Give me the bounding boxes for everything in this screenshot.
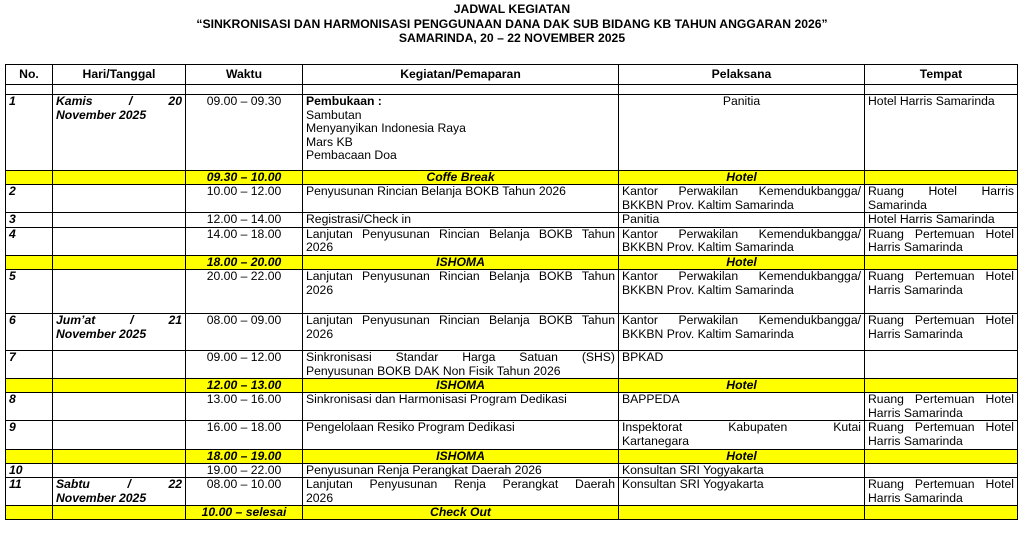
- executor-line: Kartanegara: [622, 433, 690, 448]
- day-month-year: November 2025: [56, 490, 147, 505]
- break-activity: ISHOMA: [303, 255, 619, 269]
- place-cell: Hotel Harris Samarinda: [865, 213, 1018, 228]
- break-time: 18.00 – 19.00: [186, 449, 303, 463]
- day-date: 20: [168, 94, 182, 108]
- place-line: Ruang Pertemuan Hotel: [868, 392, 1014, 407]
- executor-cell: [619, 227, 865, 255]
- break-executor: Hotel: [619, 449, 865, 463]
- day-name: Kamis: [56, 94, 93, 108]
- place-line: Harris Samarinda: [868, 490, 963, 505]
- activity-cell: Pengelolaan Resiko Program Dedikasi: [303, 421, 619, 449]
- day-cell: [53, 95, 186, 171]
- executor-cell: BPKAD: [619, 350, 865, 378]
- break-executor: Hotel: [619, 255, 865, 269]
- spacer-row: [6, 85, 1018, 95]
- activity-line: 2026: [306, 326, 334, 341]
- activity-line: Lanjutan Penyusunan Rincian Belanja BOKB Tahun: [306, 269, 615, 283]
- day-separator: /: [128, 94, 133, 108]
- place-line: Samarinda: [868, 197, 927, 212]
- event-location-date: SAMARINDA, 20 – 22 NOVEMBER 2025: [398, 31, 626, 45]
- row-number: 10: [6, 463, 53, 478]
- break-activity: ISHOMA: [303, 449, 619, 463]
- day-name: Jum’at: [56, 313, 96, 327]
- time-cell: 08.00 – 10.00: [186, 478, 303, 506]
- activity-line: Lanjutan Penyusunan Renja Perangkat Daerah: [306, 477, 615, 492]
- place-line: Ruang Pertemuan Hotel: [868, 269, 1014, 283]
- break-time: 10.00 – selesai: [186, 506, 303, 520]
- day-cell: [53, 478, 186, 506]
- row-number: 2: [6, 185, 53, 213]
- activity-cell: [303, 478, 619, 506]
- place-line: Harris Samarinda: [868, 282, 963, 297]
- document-title: JADWAL KEGIATAN: [453, 2, 571, 16]
- time-cell: 13.00 – 16.00: [186, 393, 303, 421]
- row-number: 7: [6, 350, 53, 378]
- activity-item: Mars KB: [306, 134, 353, 149]
- break-executor: Hotel: [619, 379, 865, 393]
- break-time: 18.00 – 20.00: [186, 255, 303, 269]
- place-cell: [865, 227, 1018, 255]
- table-row: [6, 227, 1018, 255]
- table-row: [6, 313, 1018, 350]
- activity-line: Lanjutan Penyusunan Rincian Belanja BOKB Tahun: [306, 227, 615, 241]
- col-header-executor: Pelaksana: [619, 65, 865, 85]
- activity-line: Sinkronisasi Standar Harga Satuan (SHS): [306, 350, 615, 364]
- activity-cell: Sinkronisasi dan Harmonisasi Program Dedikasi: [303, 393, 619, 421]
- col-header-no: No.: [6, 65, 53, 85]
- col-header-time: Waktu: [186, 65, 303, 85]
- table-row: [6, 478, 1018, 506]
- activity-cell: [303, 95, 619, 171]
- place-line: Ruang Pertemuan Hotel: [868, 477, 1014, 492]
- executor-cell: Panitia: [619, 95, 865, 171]
- executor-cell: [619, 185, 865, 213]
- row-number: 4: [6, 227, 53, 255]
- time-cell: 20.00 – 22.00: [186, 269, 303, 313]
- break-activity: ISHOMA: [303, 379, 619, 393]
- day-cell: [53, 313, 186, 350]
- table-row: [6, 463, 1018, 478]
- activity-cell: [303, 269, 619, 313]
- break-row: [6, 506, 1018, 520]
- executor-line: BKKBN Prov. Kaltim Samarinda: [622, 197, 794, 212]
- activity-line: 2026: [306, 490, 334, 505]
- row-number: 3: [6, 213, 53, 228]
- time-cell: 12.00 – 14.00: [186, 213, 303, 228]
- row-number: 6: [6, 313, 53, 350]
- place-line: Ruang Pertemuan Hotel: [868, 420, 1014, 435]
- day-date: 21: [168, 313, 182, 327]
- executor-line: BKKBN Prov. Kaltim Samarinda: [622, 326, 794, 341]
- executor-cell: Konsultan SRI Yogyakarta: [619, 463, 865, 478]
- activity-title: Pembukaan :: [306, 94, 382, 108]
- place-cell: [865, 185, 1018, 213]
- event-title: “SINKRONISASI DAN HARMONISASI PENGGUNAAN DANA DAK SUB BIDANG KB TAHUN ANGGARAN 2026”: [196, 16, 828, 31]
- document-header: [0, 2, 1024, 46]
- time-cell: 19.00 – 22.00: [186, 463, 303, 478]
- row-number: 8: [6, 393, 53, 421]
- row-number: 1: [6, 95, 53, 171]
- day-month-year: November 2025: [56, 326, 147, 341]
- row-number: 11: [6, 478, 53, 506]
- executor-cell: [619, 269, 865, 313]
- place-line: Ruang Pertemuan Hotel: [868, 313, 1014, 327]
- break-time: 12.00 – 13.00: [186, 379, 303, 393]
- place-line: Harris Samarinda: [868, 433, 963, 448]
- activity-line: Penyusunan BOKB DAK Non Fisik Tahun 2026: [306, 363, 561, 378]
- table-header-row: [6, 65, 1018, 85]
- activity-item: Sambutan: [306, 107, 362, 122]
- activity-cell: [303, 227, 619, 255]
- executor-cell: BAPPEDA: [619, 393, 865, 421]
- break-row: [6, 171, 1018, 185]
- executor-cell: [619, 313, 865, 350]
- place-line: Harris Samarinda: [868, 326, 963, 341]
- time-cell: 10.00 – 12.00: [186, 185, 303, 213]
- break-activity: Check Out: [303, 506, 619, 520]
- place-line: Ruang Hotel Harris: [868, 184, 1014, 198]
- col-header-activity: Kegiatan/Pemaparan: [303, 65, 619, 85]
- activity-item: Pembacaan Doa: [306, 148, 397, 163]
- time-cell: 08.00 – 09.00: [186, 313, 303, 350]
- break-executor: Hotel: [619, 171, 865, 185]
- activity-line: 2026: [306, 240, 334, 255]
- break-time: 09.30 – 10.00: [186, 171, 303, 185]
- executor-line: Kantor Perwakilan Kemendukbangga/: [622, 269, 861, 283]
- activity-cell: [303, 350, 619, 378]
- break-row: [6, 255, 1018, 269]
- table-row: [6, 393, 1018, 421]
- activity-line: Lanjutan Penyusunan Rincian Belanja BOKB Tahun: [306, 313, 615, 327]
- table-row: [6, 350, 1018, 378]
- day-name: Sabtu: [56, 477, 90, 492]
- executor-line: Kantor Perwakilan Kemendukbangga/: [622, 184, 861, 198]
- place-cell: [865, 393, 1018, 421]
- day-month-year: November 2025: [56, 107, 147, 122]
- day-separator: /: [127, 477, 131, 492]
- executor-cell: Panitia: [619, 213, 865, 228]
- break-row: [6, 449, 1018, 463]
- col-header-place: Tempat: [865, 65, 1018, 85]
- time-cell: 14.00 – 18.00: [186, 227, 303, 255]
- activity-line: 2026: [306, 282, 334, 297]
- break-activity: Coffe Break: [303, 171, 619, 185]
- time-cell: 16.00 – 18.00: [186, 421, 303, 449]
- place-cell: [865, 478, 1018, 506]
- time-cell: 09.00 – 09.30: [186, 95, 303, 171]
- place-line: Harris Samarinda: [868, 405, 963, 420]
- table-row: [6, 213, 1018, 228]
- activity-cell: Penyusunan Renja Perangkat Daerah 2026: [303, 463, 619, 478]
- activity-cell: Registrasi/Check in: [303, 213, 619, 228]
- place-cell: [865, 313, 1018, 350]
- table-row: [6, 421, 1018, 449]
- table-row: [6, 95, 1018, 171]
- break-row: [6, 379, 1018, 393]
- row-number: 9: [6, 421, 53, 449]
- day-separator: /: [130, 313, 134, 327]
- place-cell: [865, 421, 1018, 449]
- executor-line: BKKBN Prov. Kaltim Samarinda: [622, 282, 794, 297]
- col-header-day: Hari/Tanggal: [53, 65, 186, 85]
- table-row: [6, 269, 1018, 313]
- executor-cell: Konsultan SRI Yogyakarta: [619, 478, 865, 506]
- activity-cell: [303, 313, 619, 350]
- table-row: [6, 185, 1018, 213]
- place-cell: Hotel Harris Samarinda: [865, 95, 1018, 171]
- activity-cell: Penyusunan Rincian Belanja BOKB Tahun 2026: [303, 185, 619, 213]
- executor-line: Inspektorat Kabupaten Kutai: [622, 420, 861, 435]
- executor-cell: [619, 421, 865, 449]
- schedule-table: [5, 64, 1018, 520]
- executor-line: Kantor Perwakilan Kemendukbangga/: [622, 227, 861, 241]
- time-cell: 09.00 – 12.00: [186, 350, 303, 378]
- place-cell: [865, 269, 1018, 313]
- place-line: Ruang Pertemuan Hotel: [868, 227, 1014, 241]
- executor-line: BKKBN Prov. Kaltim Samarinda: [622, 240, 794, 255]
- place-line: Harris Samarinda: [868, 240, 963, 255]
- executor-line: Kantor Perwakilan Kemendukbangga/: [622, 313, 861, 327]
- row-number: 5: [6, 269, 53, 313]
- activity-item: Menyanyikan Indonesia Raya: [306, 121, 466, 136]
- day-date: 22: [168, 477, 182, 492]
